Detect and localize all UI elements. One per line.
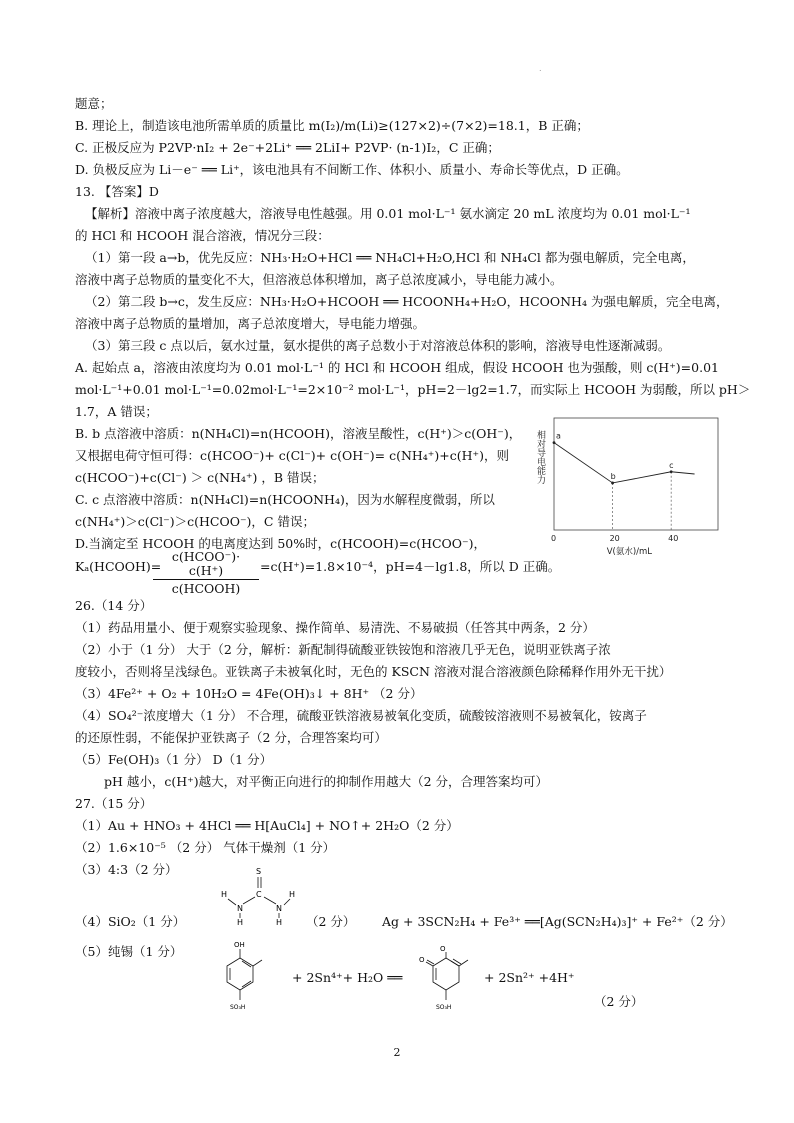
text-line: （2 分）	[306, 914, 356, 929]
text-line: （1）药品用量小、便于观察实验现象、操作简单、易清洗、不易破损（任答其中两条，2 分）	[75, 620, 595, 635]
thiourea-h: H	[221, 890, 228, 899]
page-number: 2	[393, 1046, 401, 1059]
point-c	[670, 470, 673, 473]
text-line: （1）第一段 a→b，优先反应：NH₃·H₂O+HCl ══ NH₄Cl+H₂O,HCl 和 NH₄Cl 都为强电解质，完全电离，	[85, 250, 695, 265]
text-line: （4）SO₄²⁻浓度增大（1 分） 不合理，硫酸亚铁溶液易被氧化变质，硫酸铵溶液则不易被氧化，铵离子	[75, 708, 647, 723]
thiourea-h: H	[289, 890, 296, 899]
thiourea-n-right: N	[276, 904, 282, 913]
text-line: B. 理论上，制造该电池所需单质的质量比 m(I₂)/m(Li)≥(127×2)÷(7×2)=18.1，B 正确；	[75, 118, 589, 133]
text-line: （2）第二段 b→c，发生反应：NH₃·H₂O+HCOOH ══ HCOONH₄+H₂O，HCOONH₄ 为强电解质，完全电离，	[85, 294, 729, 309]
y-axis-label: 相对导电能力	[535, 430, 545, 484]
thiourea-c: C	[256, 890, 262, 899]
x-axis-label: V(氨水)/mL	[606, 547, 653, 556]
text-line: mol·L⁻¹+0.01 mol·L⁻¹=0.02mol·L⁻¹=2×10⁻² mol·L⁻¹，pH=2－lg2=1.7，而实际上 HCOOH 为弱酸，所以 pH＞	[75, 382, 751, 397]
text-line: C. 正极反应为 P2VP·nI₂ + 2e⁻+2Li⁺ ══ 2LiI+ P2VP· (n-1)I₂，C 正确；	[75, 140, 500, 155]
text-line: 溶液中离子总物质的量变化不大，但溶液总体积增加，离子总浓度减小，导电能力减小。	[75, 272, 563, 287]
text-line: （3）第三段 c 点以后，氨水过量，氨水提供的离子总数小于对溶液总体积的影响，溶液导电性逐渐减弱。	[85, 338, 671, 353]
text-line: c(HCOO⁻)+c(Cl⁻) ＞ c(NH₄⁺) ，B 错误；	[75, 470, 325, 485]
point-b	[611, 482, 614, 485]
text-line: 1.7，A 错误；	[75, 404, 158, 419]
text-line: 的还原性弱，不能保护亚铁离子（2 分，合理答案均可）	[75, 730, 387, 745]
so3h-label: SO₃H	[436, 1004, 452, 1011]
question-13-heading: 13. 【答案】D	[75, 184, 159, 199]
text-line: （1）Au + HNO₃ + 4HCl ══ H[AuCl₄] + NO↑+ 2H₂O（2 分）	[75, 818, 459, 833]
text-line: D.当滴定至 HCOOH 的电离度达到 50%时，c(HCOOH)=c(HCOO⁻)，	[75, 536, 487, 551]
fraction-denominator: c(HCOOH)	[171, 581, 241, 596]
text-line: 溶液中离子总物质的量增加，离子总浓度增大，导电能力增强。	[75, 316, 426, 331]
text-line: （4）SiO₂（1 分）	[75, 914, 186, 929]
text-line: （2）小于（1 分） 大于（2 分，解析：新配制得硫酸亚铁铵饱和溶液几乎无色，说明亚铁离子浓	[75, 642, 611, 657]
thiourea-structure	[218, 864, 302, 926]
ka-label: Kₐ(HCOOH)=	[75, 559, 162, 574]
point-label-a: a	[556, 431, 561, 441]
point-label-c: c	[669, 460, 674, 470]
text-line: （3）4Fe²⁺ + O₂ + 10H₂O = 4Fe(OH)₃↓ + 8H⁺ （2 分）	[75, 686, 423, 701]
text-line: 的 HCl 和 HCOOH 混合溶液，情况分三段：	[75, 228, 330, 243]
text-line: （2）1.6×10⁻⁵ （2 分） 气体干燥剂（1 分）	[75, 840, 336, 855]
phenol-structure	[218, 938, 268, 1020]
o-label: O	[419, 956, 425, 964]
thiourea-n-left: N	[237, 904, 243, 913]
point-label-b: b	[610, 471, 616, 481]
text-line: + 2Sn⁴⁺+ H₂O ══	[292, 970, 403, 985]
x-tick-label: 40	[668, 534, 679, 543]
text-line: A. 起始点 a，溶液由浓度均为 0.01 mol·L⁻¹ 的 HCl 和 HCOOH 组成，假设 HCOOH 也为强酸，则 c(H⁺)=0.01	[75, 360, 719, 375]
conductivity-chart	[528, 410, 728, 556]
text-line: （5）Fe(OH)₃（1 分） D（1 分）	[75, 752, 273, 767]
x-tick-label: 20	[609, 534, 620, 543]
point-a	[553, 441, 556, 444]
thiourea-h: H	[276, 918, 283, 926]
text-line: D. 负极反应为 Li－e⁻ ══ Li⁺，该电池具有不间断工作、体积小、质量小、寿命长等优点，D 正确。	[75, 162, 629, 177]
thiourea-s: S	[256, 867, 262, 876]
quinone-structure	[418, 938, 480, 1020]
question-27-heading: 27.（15 分）	[75, 796, 153, 811]
so3h-label: SO₃H	[230, 1004, 246, 1011]
text-line: pH 越小，c(H⁺)越大，对平衡正向进行的抑制作用越大（2 分，合理答案均可）	[104, 774, 549, 789]
header-dot: .	[539, 64, 542, 73]
oh-label: OH	[234, 941, 245, 949]
o-label: O	[440, 945, 446, 953]
fraction-numerator: c(HCOO⁻)· c(H⁺)	[153, 550, 259, 580]
text-line: 【解析】溶液中离子浓度越大，溶液导电性越强。用 0.01 mol·L⁻¹ 氨水滴定 20 mL 浓度均为 0.01 mol·L⁻¹	[85, 206, 691, 221]
text-line: （3）4:3（2 分）	[75, 862, 178, 877]
question-26-heading: 26.（14 分）	[75, 598, 153, 613]
text-line: （5）纯锡（1 分）	[75, 944, 183, 959]
text-line: Ag + 3SCN₂H₄ + Fe³⁺ ══[Ag(SCN₂H₄)₃]⁺ + Fe²⁺（2 分）	[382, 914, 733, 929]
text-line: （2 分）	[594, 994, 644, 1009]
text-line: =c(H⁺)=1.8×10⁻⁴，pH=4－lg1.8，所以 D 正确。	[260, 559, 561, 574]
x-tick-label: 0	[551, 534, 557, 543]
text-line: 题意；	[75, 96, 113, 111]
thiourea-h: H	[237, 918, 244, 926]
text-line: + 2Sn²⁺ +4H⁺	[484, 970, 575, 985]
text-line: 又根据电荷守恒可得：c(HCOO⁻)+ c(Cl⁻)+ c(OH⁻)= c(NH₄⁺)+c(H⁺)，则	[75, 448, 509, 463]
text-line: C. c 点溶液中溶质：n(NH₄Cl)=n(HCOONH₄)，因为水解程度微弱，所以	[75, 492, 495, 507]
text-line: c(NH₄⁺)＞c(Cl⁻)＞c(HCOO⁻)，C 错误；	[75, 514, 315, 529]
text-line: 度较小，否则将呈浅绿色。亚铁离子未被氧化时，无色的 KSCN 溶液对混合溶液颜色除稀释作用外无干扰）	[75, 664, 672, 679]
text-line: B. b 点溶液中溶质：n(NH₄Cl)=n(HCOOH)，溶液呈酸性，c(H⁺)＞c(OH⁻)，	[75, 426, 522, 441]
